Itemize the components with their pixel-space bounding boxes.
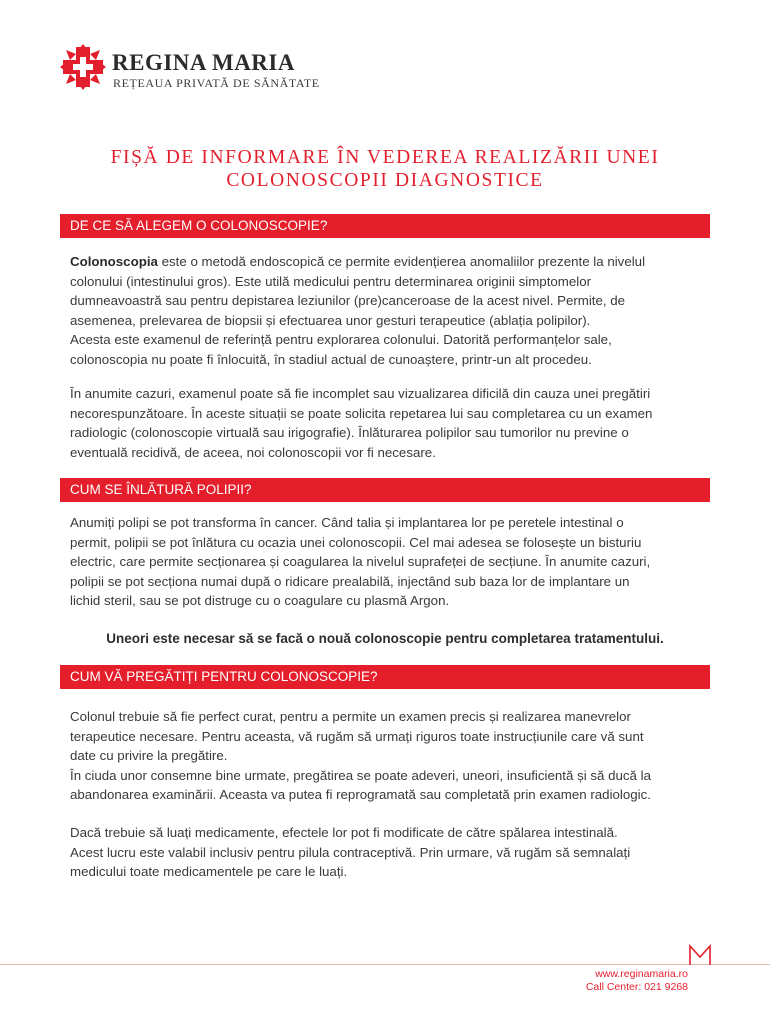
paragraph-line: colonului (intestinului gros). Este utilă medicului pentru determinarea originii simptomelor — [70, 273, 592, 289]
emphasis-note: Uneori este necesar să se facă o nouă colonoscopie pentru completarea tratamentului. — [106, 631, 664, 646]
section-paragraph — [70, 823, 705, 882]
paragraph-line: radiologic (colonoscopie virtuală sau irigografie). Înlăturarea polipilor sau tumorilor nu previne o — [70, 425, 629, 440]
paragraph-line: În anumite cazuri, examenul poate să fie incomplet sau vizualizarea dificilă din cauza unei pregătiri — [70, 386, 651, 401]
paragraph-line: colonoscopia nu poate fi înlocuită, în stadiul actual de cunoaștere, printr-un alt procedeu. — [70, 351, 592, 367]
brand-name: REGINA MARIA — [112, 50, 295, 75]
document-title-line: FIȘĂ DE INFORMARE ÎN VEDEREA REALIZĂRII UNEI — [110, 147, 660, 168]
document-title — [60, 146, 710, 192]
section-heading: DE CE SĂ ALEGEM O COLONOSCOPIE? — [60, 214, 710, 238]
paragraph-line: dumneavoastră sau pentru depistarea leziunilor (pre)canceroase de la acest nivel. Permite, de — [70, 293, 626, 308]
paragraph-line: permit, polipii se pot înlătura cu ocazia unei colonoscopii. Cel mai adesea se folosește un bisturiu — [70, 534, 642, 550]
paragraph-line: medicului toate medicamentele pe care le luați. — [70, 864, 348, 879]
red-cross-star-icon — [60, 44, 106, 90]
brand-tagline: REȚEAUA PRIVATĂ DE SĂNĂTATE — [113, 76, 320, 90]
paragraph-line: electric, care permite secționarea și coagularea la nivelul suprafeței de secțiune. În anumite cazuri, — [70, 554, 651, 569]
paragraph-line: eventuală recidivă, de aceea, noi colonoscopii vor fi necesare. — [70, 444, 436, 460]
paragraph-line: abandonarea examinării. Aceasta va putea fi reprogramată sau completată prin examen radiologic. — [70, 787, 651, 802]
paragraph-line: polipii se pot secționa numai după o ridicare prealabilă, injectând sub baza lor de implantare un — [70, 573, 630, 589]
document-title-line: COLONOSCOPII DIAGNOSTICE — [226, 170, 544, 191]
website-link[interactable]: www.reginamaria.ro — [595, 968, 688, 980]
brand-header — [60, 44, 360, 94]
paragraph-line: necorespunzătoare. În aceste situații se poate solicita repetarea lui sau completarea cu un examen — [70, 405, 653, 421]
paragraph-line: Dacă trebuie să luați medicamente, efectele lor pot fi modificate de către spălarea intestinală. — [70, 825, 618, 840]
paragraph-line-text: este o metodă endoscopică ce permite evidențierea anomaliilor prezente la nivelul — [157, 254, 646, 269]
paragraph-line: terapeutice necesare. Pentru aceasta, vă rugăm să urmați riguros toate instrucțiunile care vă sunt — [70, 728, 644, 744]
section-paragraph — [70, 513, 705, 611]
section-paragraph — [70, 252, 705, 369]
section-heading: CUM VĂ PREGĂTIȚI PENTRU COLONOSCOPIE? — [60, 665, 710, 689]
m-monogram-icon — [688, 944, 712, 966]
paragraph-line: Colonul trebuie să fie perfect curat, pentru a permite un examen precis și realizarea manevrelor — [70, 709, 631, 724]
paragraph-line: date cu privire la pregătire. — [70, 748, 228, 763]
paragraph-line: asemenea, prelevarea de biopsii și efectuarea unor gesturi terapeutice (ablația polipilor). — [70, 312, 591, 328]
section-paragraph — [70, 384, 705, 462]
section-heading: CUM SE ÎNLĂTURĂ POLIPII? — [60, 478, 710, 502]
footer-divider — [0, 964, 770, 965]
paragraph-line: Anumiți polipi se pot transforma în cancer. Când talia și implantarea lor pe peretele intestinal o — [70, 515, 624, 530]
section-paragraph — [70, 707, 705, 805]
footer-contact — [586, 968, 688, 994]
paragraph-line: lichid steril, sau se pot distruge cu o coagulare cu plasmă Argon. — [70, 593, 450, 608]
call-center-number: Call Center: 021 9268 — [585, 981, 688, 993]
bold-term: Colonoscopia — [70, 254, 158, 269]
paragraph-line — [70, 252, 705, 272]
paragraph-line: Acest lucru este valabil inclusiv pentru pilula contraceptivă. Prin urmare, vă rugăm să semnalați — [70, 844, 631, 860]
paragraph-line: În ciuda unor consemne bine urmate, pregătirea se poate adeveri, uneori, insuficientă și să ducă la — [70, 767, 651, 783]
paragraph-line: Acesta este examenul de referință pentru explorarea colonului. Datorită performanțelor sale, — [70, 332, 612, 347]
